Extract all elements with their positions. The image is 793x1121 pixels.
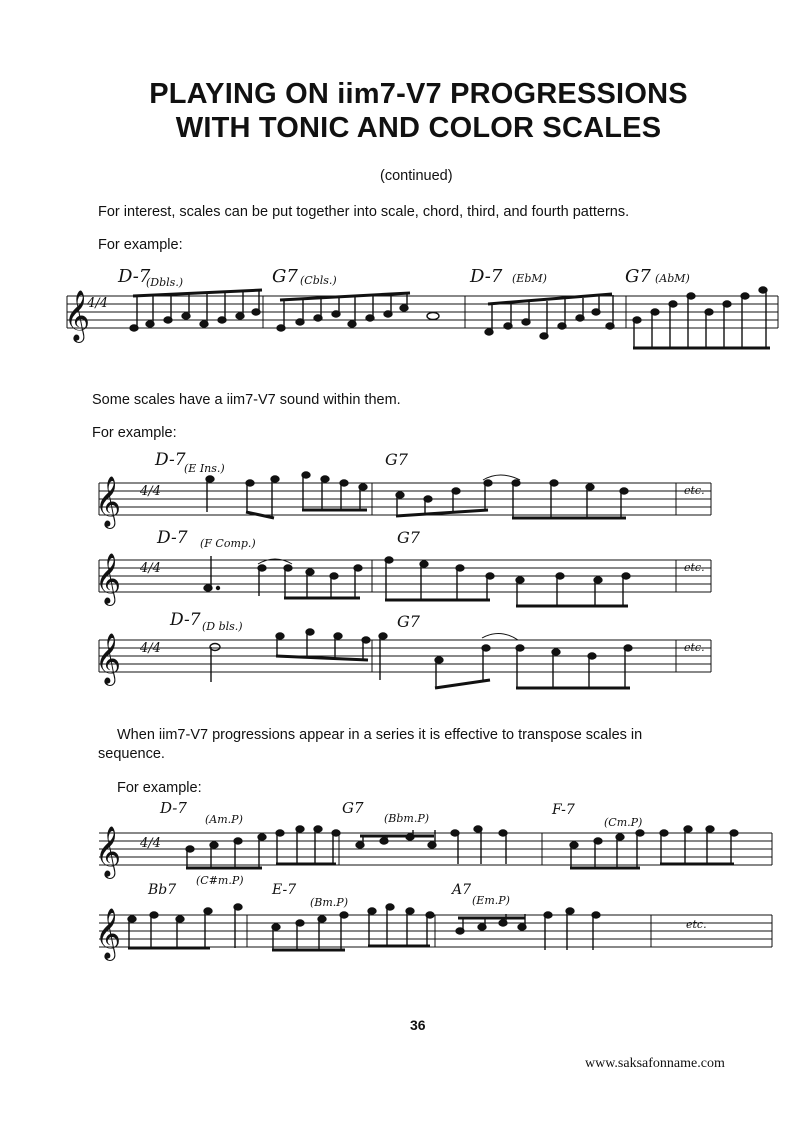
chord-annotation: (Cbls.) <box>300 274 337 287</box>
chord-annotation: (Bm.P) <box>310 896 348 909</box>
chord-symbol: G7 <box>397 528 420 547</box>
music-staff-example-3 <box>0 800 793 970</box>
chord-symbol: G7 <box>342 799 364 817</box>
example-label-2: For example: <box>92 425 177 441</box>
time-signature: 4/4 <box>140 836 161 851</box>
chord-annotation: (D bls.) <box>202 620 243 633</box>
chord-symbol: Bb7 <box>148 882 177 898</box>
chord-symbol: F-7 <box>552 802 575 818</box>
time-signature: 4/4 <box>140 484 161 499</box>
paragraph-2: Some scales have a iim7-V7 sound within them. <box>92 392 401 408</box>
chord-annotation: (EbM) <box>512 272 547 285</box>
subtitle: (continued) <box>380 168 453 184</box>
chord-annotation: (E Ins.) <box>184 462 225 475</box>
chord-symbol: G7 <box>385 450 408 469</box>
time-signature: 4/4 <box>140 561 161 576</box>
chord-symbol: D-7 <box>170 610 201 630</box>
chord-symbol: D-7 <box>160 799 187 817</box>
time-signature: 4/4 <box>140 641 161 656</box>
chord-symbol: E-7 <box>272 882 297 898</box>
chord-annotation: (C#m.P) <box>196 874 244 887</box>
chord-annotation: (Am.P) <box>205 813 243 826</box>
chord-symbol: G7 <box>397 612 420 631</box>
page-number: 36 <box>410 1017 426 1033</box>
example-label-1: For example: <box>98 237 183 253</box>
treble-clef-icon: 𝄞 <box>95 476 122 527</box>
title-line-2: WITH TONIC AND COLOR SCALES <box>175 112 662 144</box>
chord-annotation: (AbM) <box>655 272 690 285</box>
chord-symbol: A7 <box>452 882 472 898</box>
chord-symbol: D-7 <box>155 450 186 470</box>
footer-url: www.saksafonname.com <box>585 1056 725 1071</box>
treble-clef-icon: 𝄞 <box>95 633 122 684</box>
chord-annotation: (F Comp.) <box>200 537 256 550</box>
paragraph-1: For interest, scales can be put together into scale, chord, third, and fourth patterns. <box>98 204 630 220</box>
etc-label: etc. <box>684 561 705 574</box>
title-line-1: PLAYING ON iim7-V7 PROGRESSIONS <box>149 78 688 110</box>
chord-annotation: (Cm.P) <box>604 816 643 829</box>
page-title <box>0 77 793 145</box>
time-signature: 4/4 <box>87 296 108 311</box>
chord-symbol: D-7 <box>470 266 503 287</box>
treble-clef-icon: 𝄞 <box>95 826 122 877</box>
paragraph-3-line-2: sequence. <box>98 746 165 762</box>
treble-clef-icon: 𝄞 <box>95 908 122 959</box>
etc-label: etc. <box>684 484 705 497</box>
chord-annotation: (Bbm.P) <box>384 812 430 825</box>
treble-clef-icon: 𝄞 <box>95 553 122 604</box>
chord-symbol: D-7 <box>118 266 151 287</box>
chord-symbol: G7 <box>272 266 298 287</box>
paragraph-3-line-1: When iim7-V7 progressions appear in a series it is effective to transpose scales in <box>117 727 643 743</box>
chord-symbol: G7 <box>625 266 651 287</box>
treble-clef-icon: 𝄞 <box>64 290 91 341</box>
example-label-3: For example: <box>117 780 202 796</box>
music-staff-example-2 <box>0 450 793 700</box>
chord-annotation: (Em.P) <box>472 894 510 907</box>
chord-annotation: (Dbls.) <box>146 276 184 289</box>
chord-symbol: D-7 <box>157 528 188 548</box>
etc-label: etc. <box>686 918 707 931</box>
etc-label: etc. <box>684 641 705 654</box>
